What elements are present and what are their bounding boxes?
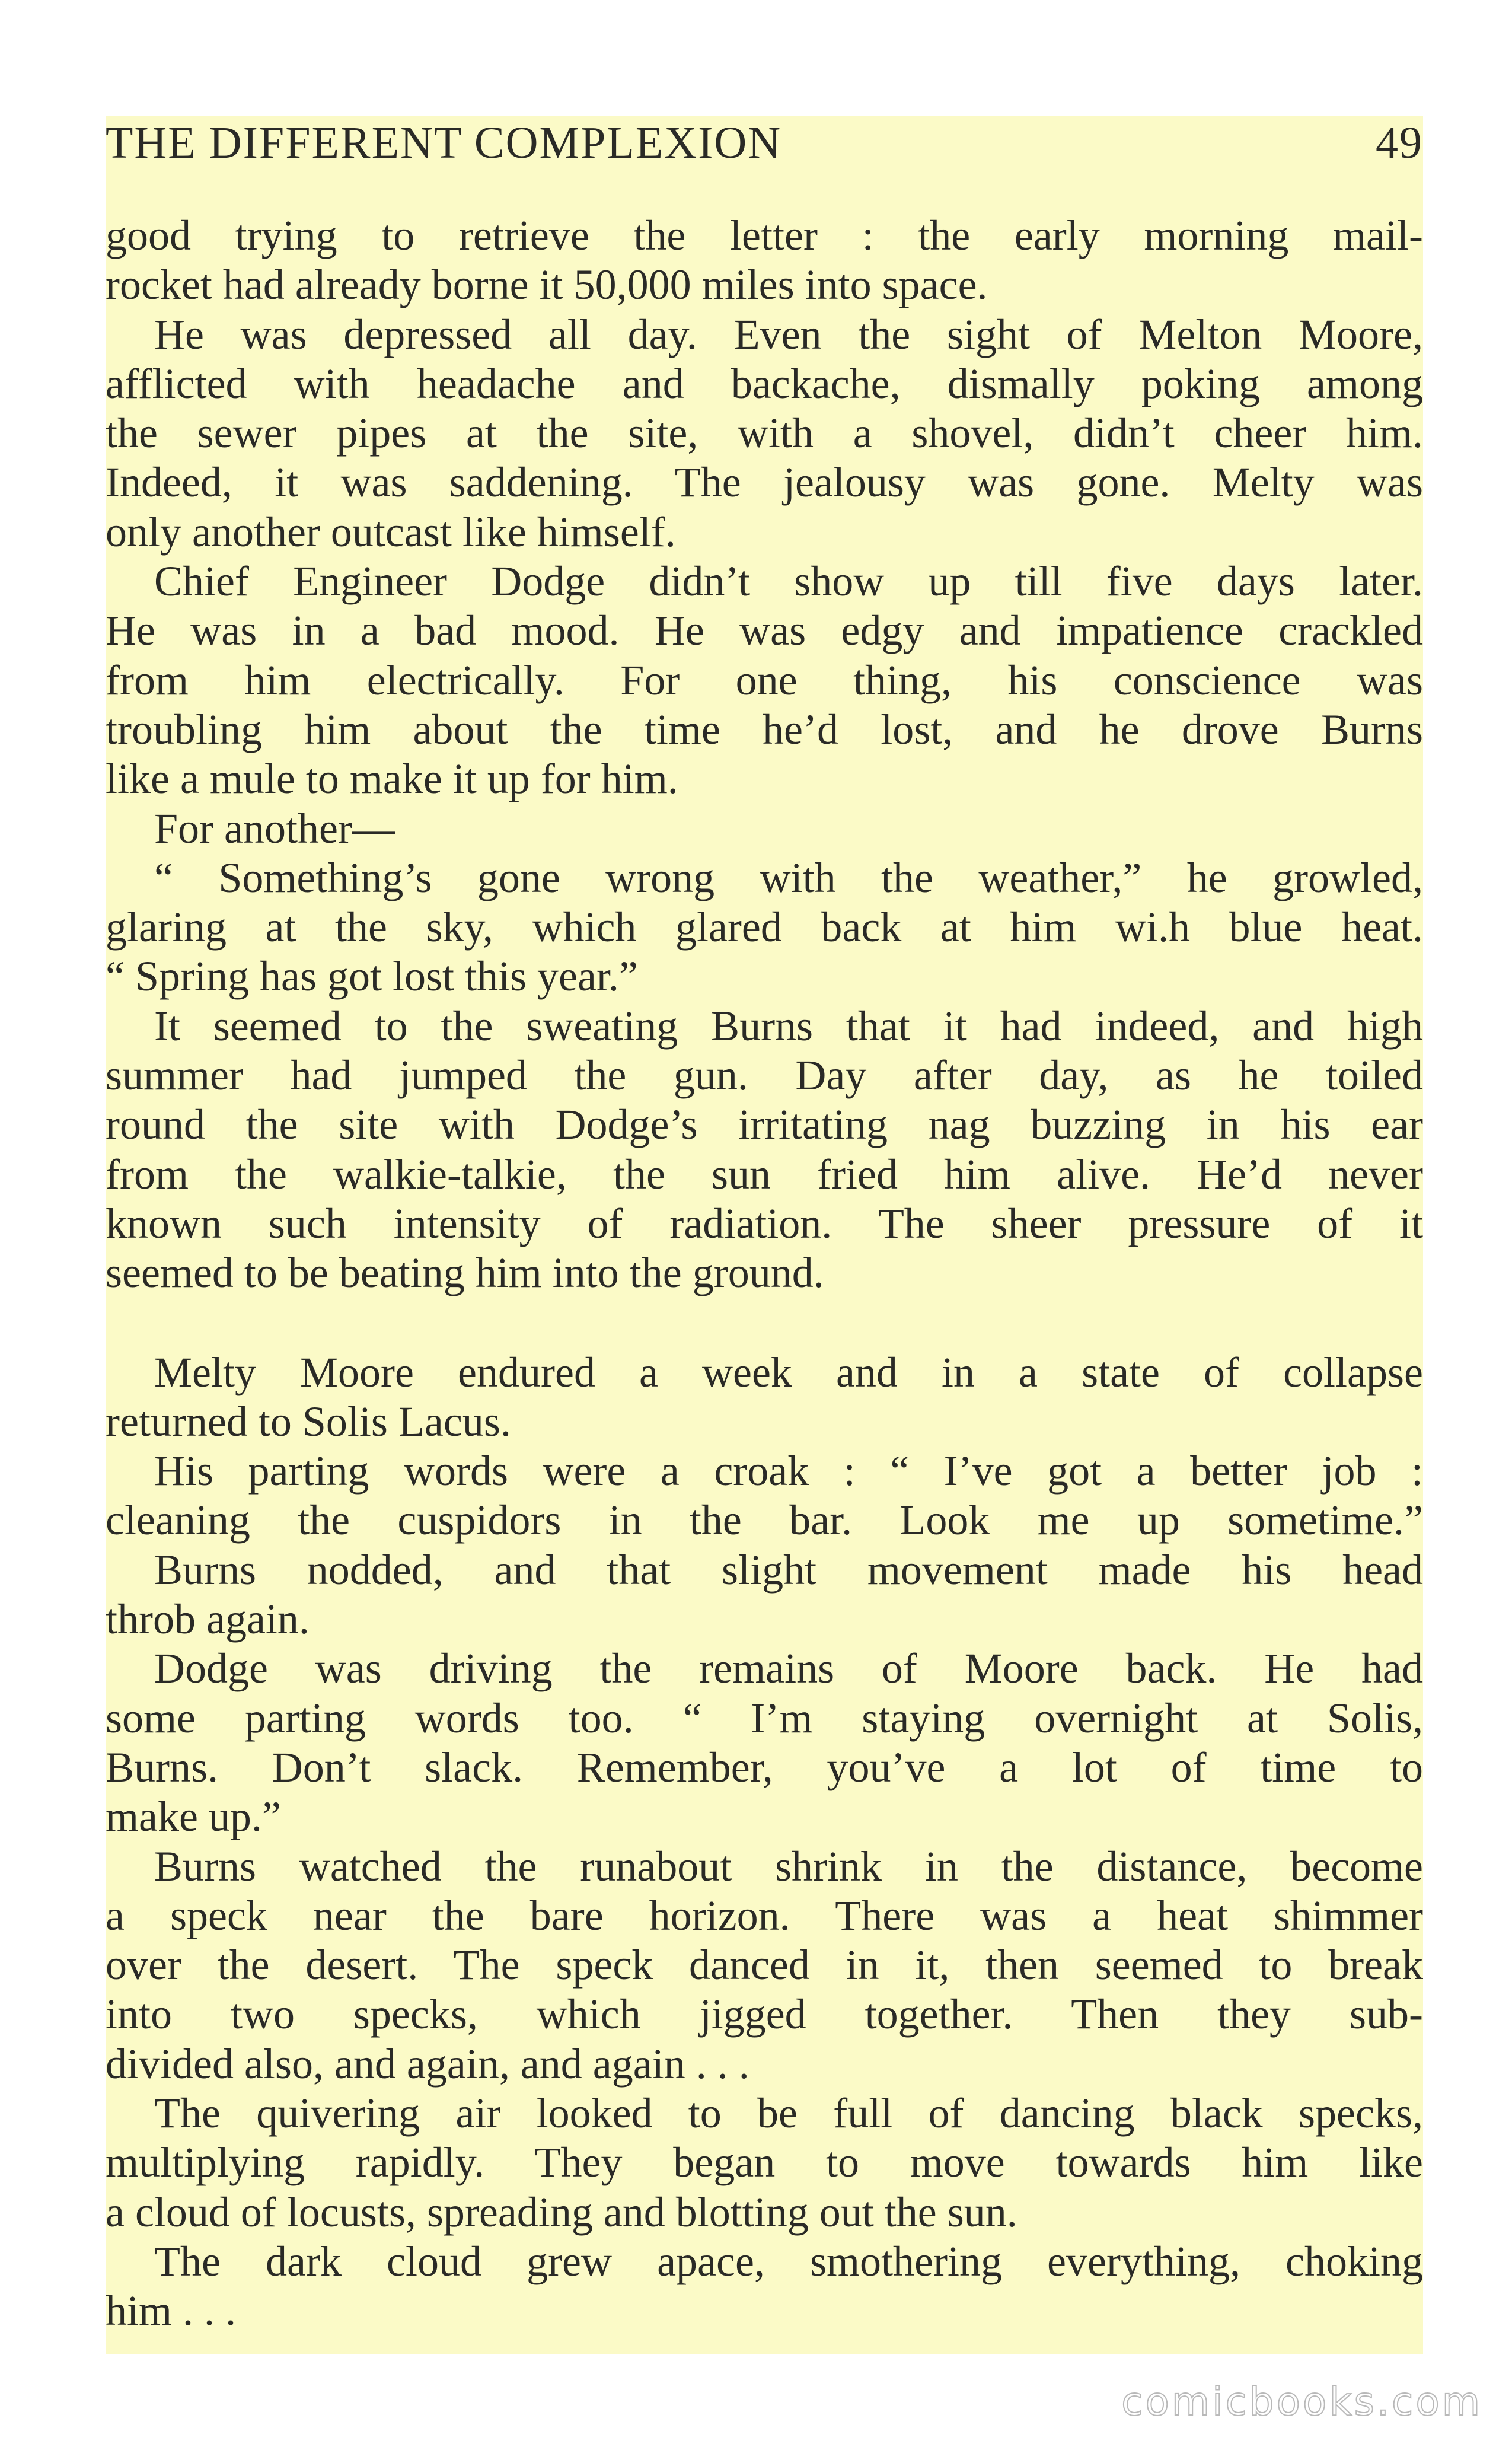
text-line: into two specks, which jigged together. Then they sub-	[106, 1990, 1423, 2038]
text-line: a cloud of locusts, spreading and blotting out the sun.	[106, 2188, 1017, 2236]
paragraph-first-line: The dark cloud grew apace, smothering everything, choking	[154, 2237, 1423, 2285]
text-line: Burns. Don’t slack. Remember, you’ve a lot of time to	[106, 1743, 1423, 1791]
text-line: from him electrically. For one thing, his conscience was	[106, 656, 1423, 704]
text-line: good trying to retrieve the letter : the early morning mail-	[106, 212, 1423, 259]
text-line: He was in a bad mood. He was edgy and impatience crackled	[106, 607, 1423, 655]
text-line: only another outcast like himself.	[106, 508, 676, 556]
text-line: some parting words too. “ I’m staying overnight at Solis,	[106, 1694, 1423, 1742]
text-line: returned to Solis Lacus.	[106, 1397, 511, 1445]
text-line: summer had jumped the gun. Day after day, as he toiled	[106, 1052, 1423, 1100]
text-line: Indeed, it was saddening. The jealousy was gone. Melty was	[106, 458, 1423, 506]
text-line: make up.”	[106, 1793, 281, 1841]
text-line: “ Spring has got lost this year.”	[106, 952, 638, 1001]
paragraph-first-line: The quivering air looked to be full of dancing black specks,	[154, 2089, 1423, 2137]
text-line: the sewer pipes at the site, with a shovel, didn’t cheer him.	[106, 409, 1423, 457]
text-line: cleaning the cuspidors in the bar. Look me up sometime.”	[106, 1496, 1423, 1544]
paragraph-first-line: It seemed to the sweating Burns that it had indeed, and high	[154, 1002, 1423, 1050]
paragraph-first-line: Dodge was driving the remains of Moore back. He had	[154, 1645, 1423, 1693]
section-break	[106, 1298, 1423, 1348]
text-line: like a mule to make it up for him.	[106, 755, 678, 803]
text-line: him . . .	[106, 2287, 237, 2335]
paragraph-first-line: Burns nodded, and that slight movement made his head	[154, 1546, 1423, 1594]
text-line: from the walkie-talkie, the sun fried him alive. He’d never	[106, 1150, 1423, 1198]
paragraph-first-line: He was depressed all day. Even the sight of Melton Moore,	[154, 310, 1423, 358]
paragraph-first-line: Melty Moore endured a week and in a state of collapse	[154, 1348, 1423, 1396]
text-line: over the desert. The speck danced in it, then seemed to break	[106, 1941, 1423, 1989]
text-line: rocket had already borne it 50,000 miles into space.	[106, 261, 988, 309]
text-line: afflicted with headache and backache, dismally poking among	[106, 359, 1423, 407]
paragraph-first-line: His parting words were a croak : “ I’ve got a better job :	[154, 1447, 1423, 1495]
watermark: comicbooks.com	[1121, 2379, 1482, 2424]
page-number: 49	[1376, 118, 1423, 168]
paragraph-first-line: Chief Engineer Dodge didn’t show up till five days later.	[154, 557, 1423, 606]
text-line: known such intensity of radiation. The sheer pressure of it	[106, 1199, 1423, 1247]
text-line: seemed to be beating him into the ground.	[106, 1249, 824, 1297]
text-line: divided also, and again, and again . . .	[106, 2040, 749, 2088]
text-line: round the site with Dodge’s irritating nag buzzing in his ear	[106, 1101, 1423, 1149]
text-line: a speck near the bare horizon. There was a heat shimmer	[106, 1891, 1423, 1939]
text-line: throb again.	[106, 1595, 310, 1643]
paragraph-first-line: For another—	[154, 804, 395, 852]
text-line: troubling him about the time he’d lost, and he drove Burns	[106, 705, 1423, 753]
body-text	[106, 211, 1423, 2336]
running-head	[106, 117, 1423, 168]
book-page	[106, 116, 1423, 2354]
text-line: glaring at the sky, which glared back at him wi.h blue heat.	[106, 903, 1423, 951]
text-line: multiplying rapidly. They began to move towards him like	[106, 2139, 1423, 2187]
chapter-title: THE DIFFERENT COMPLEXION	[106, 118, 782, 168]
paragraph-first-line: “ Something’s gone wrong with the weather,” he growled,	[154, 853, 1423, 901]
paragraph-first-line: Burns watched the runabout shrink in the distance, become	[154, 1842, 1423, 1890]
